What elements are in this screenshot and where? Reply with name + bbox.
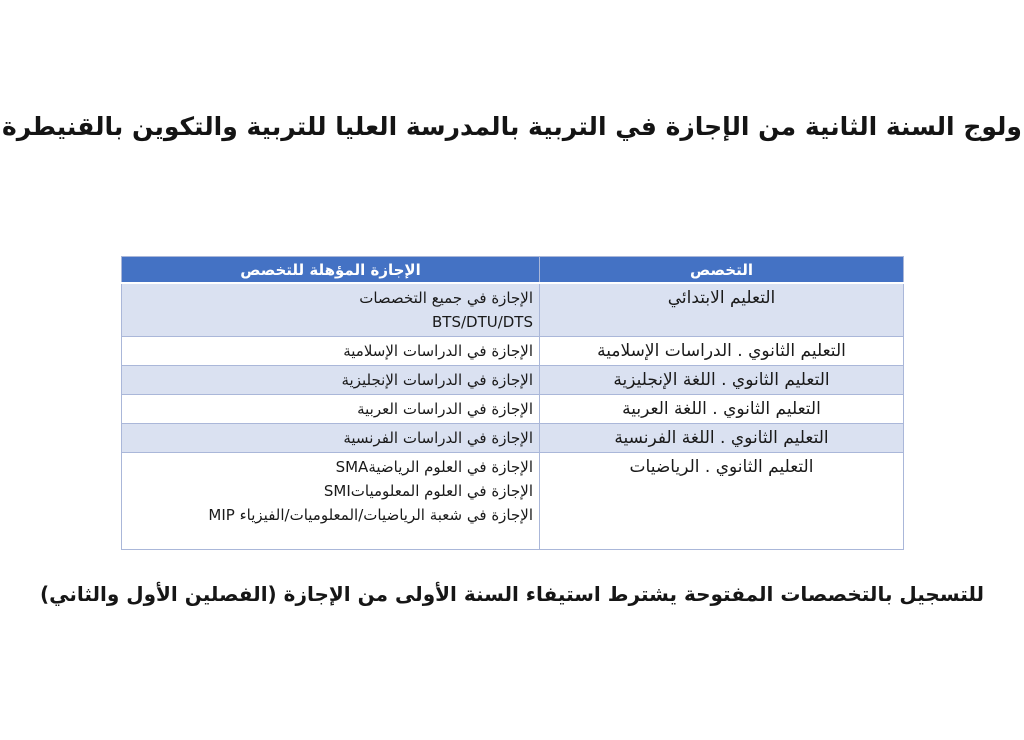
table-row bbox=[122, 283, 904, 337]
license-line: الإجازة في جميع التخصصات bbox=[359, 289, 533, 307]
license-line: BTS/DTU/DTS bbox=[431, 313, 533, 331]
license-cell bbox=[122, 283, 540, 337]
license-cell bbox=[122, 424, 540, 453]
page-title: ولوج السنة الثانية من الإجازة في التربية بالمدرسة العليا للتربية والتكوين بالقنيطرة bbox=[2, 112, 1022, 141]
table-row bbox=[122, 395, 904, 424]
specialty-cell: التعليم الثانوي . اللغة الإنجليزية bbox=[540, 366, 904, 395]
table-header bbox=[122, 257, 904, 284]
license-line: الإجازة في الدراسات الفرنسية bbox=[343, 429, 533, 447]
license-line: الإجازة في العلوم الرياضيةSMA bbox=[335, 458, 533, 476]
table-row bbox=[122, 366, 904, 395]
admission-table bbox=[121, 256, 904, 550]
license-cell bbox=[122, 453, 540, 550]
specialty-cell: التعليم الابتدائي bbox=[540, 283, 904, 337]
table-row bbox=[122, 337, 904, 366]
license-line: الإجازة في الدراسات الإنجليزية bbox=[341, 371, 533, 389]
license-line: الإجازة في الدراسات العربية bbox=[357, 400, 533, 418]
table-row bbox=[122, 453, 904, 550]
license-line: الإجازة في الدراسات الإسلامية bbox=[343, 342, 533, 360]
license-line: الإجازة في العلوم المعلومياتSMI bbox=[323, 482, 533, 500]
license-line: الإجازة في شعبة الرياضيات/المعلوميات/الفيزياء MIP bbox=[208, 506, 533, 524]
license-cell bbox=[122, 337, 540, 366]
specialty-cell: التعليم الثانوي . الرياضيات bbox=[540, 453, 904, 550]
license-cell bbox=[122, 366, 540, 395]
table-body bbox=[122, 283, 904, 550]
footnote: للتسجيل بالتخصصات المفتوحة يشترط استيفاء السنة الأولى من الإجازة (الفصلين الأول والثاني) bbox=[39, 582, 985, 606]
license-cell bbox=[122, 395, 540, 424]
table-row bbox=[122, 424, 904, 453]
specialty-cell: التعليم الثانوي . اللغة الفرنسية bbox=[540, 424, 904, 453]
column-header-specialty: التخصص bbox=[540, 257, 904, 284]
column-header-license: الإجازة المؤهلة للتخصص bbox=[122, 257, 540, 284]
specialty-cell: التعليم الثانوي . اللغة العربية bbox=[540, 395, 904, 424]
specialty-cell: التعليم الثانوي . الدراسات الإسلامية bbox=[540, 337, 904, 366]
header-row bbox=[122, 257, 904, 284]
